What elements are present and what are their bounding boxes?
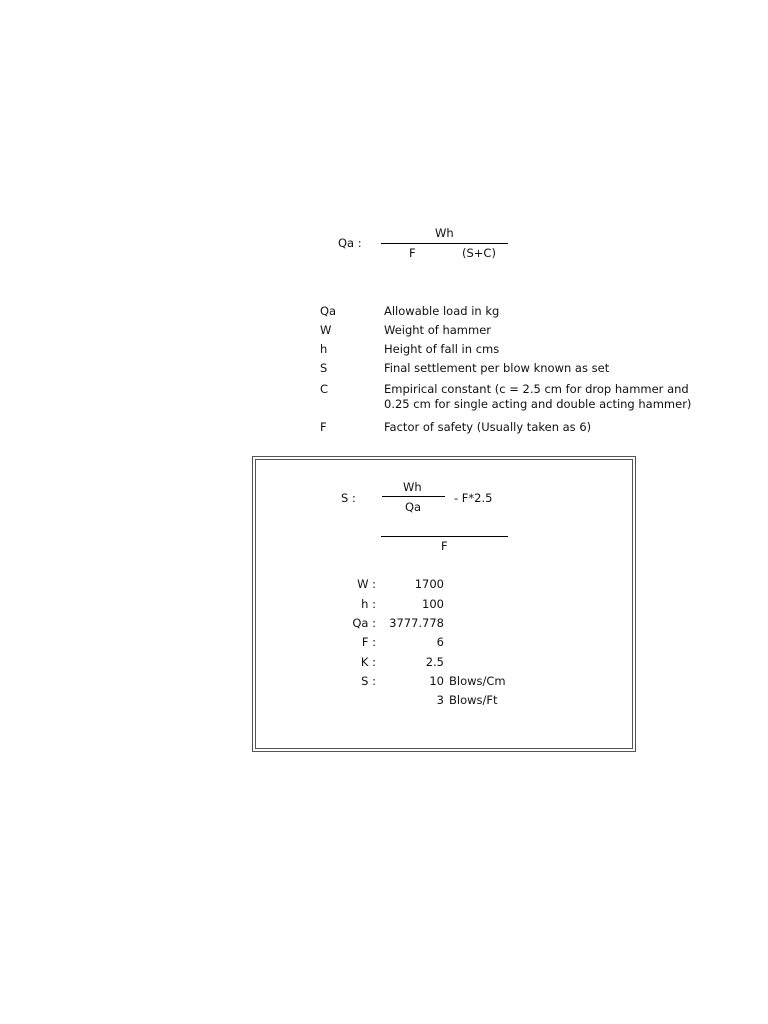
value-label: K : [360, 655, 376, 669]
value-label: Qa : [352, 616, 376, 630]
definition-symbol: Qa [320, 304, 337, 318]
formula-2-inner-numerator: Wh [403, 480, 422, 494]
value-number: 3777.778 [389, 616, 444, 630]
value-number: 2.5 [425, 655, 444, 669]
formula-1-denominator-left: F [409, 246, 416, 260]
value-number: 6 [436, 635, 444, 649]
value-unit: Blows/Ft [449, 693, 498, 707]
value-unit: Blows/Cm [449, 674, 506, 688]
value-label: F : [361, 635, 376, 649]
definition-symbol: h [320, 342, 328, 356]
formula-2-outer-denominator: F [441, 539, 448, 553]
definition-text: Allowable load in kg [384, 304, 500, 318]
value-label: h : [361, 597, 376, 611]
formula-1-denominator-right: (S+C) [462, 246, 496, 260]
formula-1-numerator: Wh [435, 226, 454, 240]
formula-2-minus-term: - F*2.5 [454, 491, 493, 505]
definition-symbol: F [320, 420, 327, 434]
value-number: 10 [429, 674, 444, 688]
definition-text: Weight of hammer [384, 323, 492, 337]
definition-symbol: S [320, 361, 328, 375]
formula-2-outer-fraction-bar [381, 536, 508, 537]
value-number: 1700 [414, 577, 444, 591]
definition-text: Final settlement per blow known as set [384, 361, 610, 375]
formula-1-lhs: Qa : [338, 236, 362, 250]
formula-2-inner-denominator: Qa [405, 500, 422, 514]
definition-text: Factor of safety (Usually taken as 6) [384, 420, 592, 434]
definition-symbol: C [320, 382, 329, 396]
calculation-box-inner-border [255, 459, 633, 749]
definition-text: Height of fall in cms [384, 342, 500, 356]
formula-2-inner-fraction-bar [382, 496, 445, 497]
value-label: W : [357, 577, 376, 591]
value-number: 100 [422, 597, 444, 611]
value-number: 3 [436, 693, 444, 707]
formula-1-fraction-bar [381, 243, 508, 244]
calculation-box [252, 456, 636, 752]
definition-text: Empirical constant (c = 2.5 cm for drop hammer and 0.25 cm for single acting and double acting hammer) [384, 382, 692, 411]
formula-2-lhs: S : [341, 491, 356, 505]
definition-symbol: W [320, 323, 332, 337]
value-label: S : [361, 674, 376, 688]
